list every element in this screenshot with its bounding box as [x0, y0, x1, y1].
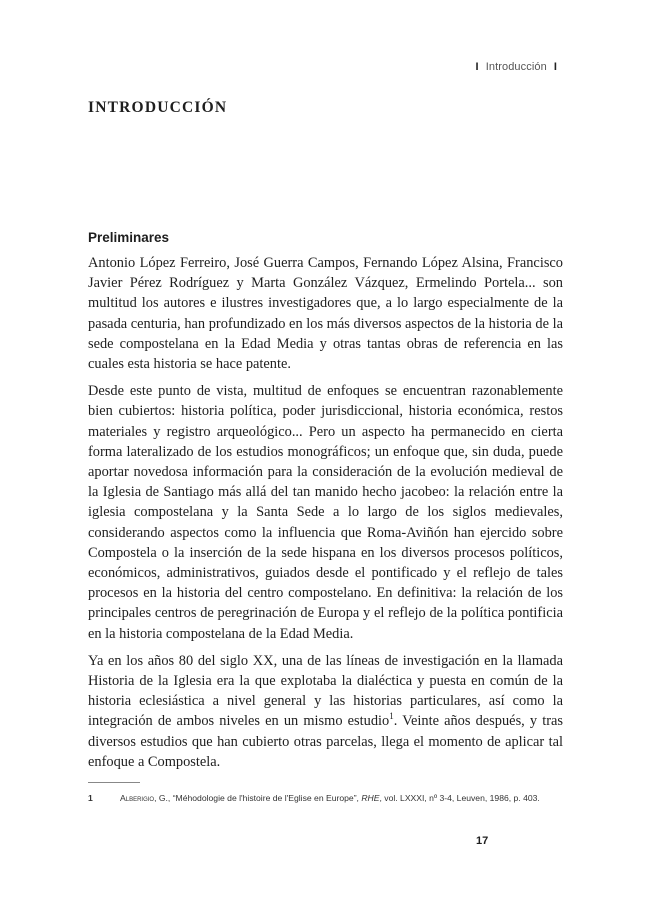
footnote-divider — [88, 782, 140, 783]
running-head-title: Introducción — [485, 61, 547, 73]
running-head — [469, 61, 564, 73]
footnote-number: 1 — [88, 793, 93, 803]
footnote-reference[interactable]: 1 — [389, 711, 394, 722]
paragraph-3-text-after-note: . Veinte años después, y tras diversos estudios que han cubierto otras parcelas, llega el momento de aplicar tal enfoque a Compostela. — [88, 713, 563, 770]
footnote-text-after-title: , vol. LXXXI, nº 3-4, Leuven, 1986, p. 403. — [379, 793, 540, 803]
chapter-title: INTRODUCCIÓN — [88, 99, 228, 116]
footnote-author: Alberigio, G. — [120, 793, 168, 803]
section-heading: Preliminares — [88, 230, 170, 245]
running-head-left-mark: I — [475, 61, 479, 73]
paragraph-3 — [88, 651, 563, 772]
running-head-right-mark: I — [553, 61, 557, 73]
paragraph-1: Antonio López Ferreiro, José Guerra Campos, Fernando López Alsina, Francisco Javier Pérez Rodríguez y Marta González Vázquez, Ermelindo Portela... son multitud los autores e ilustres investigadores que, a lo largo especialmente de la pasada centuria, han profundizado en los más diversos aspectos de la historia de la sede compostelana en la Edad Media y otras tantas obras de referencia en las cuales esta historia se hace patente. — [88, 255, 563, 373]
footnote — [88, 793, 563, 803]
footnote-journal: RHE — [361, 793, 380, 803]
footnote-text-before-title: , “Méhodologie de l'histoire de l'Eglise en Europe”, — [167, 793, 362, 803]
body-text — [88, 253, 563, 779]
paragraph-3-text-before-note: Ya en los años 80 del siglo XX, una de las líneas de investigación en la llamada Historia de la Iglesia era la que explotaba la dialéctica y puesta en común de la historia eclesiástica a nivel general y las historias particulares, así como la integración de ambos niveles en un mismo estudio — [88, 652, 563, 730]
paragraph-2: Desde este punto de vista, multitud de enfoques se encuentran razonablemente bien cubiertos: historia política, poder jurisdiccional, historia económica, restos materiales y registro arqueológico... Pero un aspecto ha permanecido en cierta forma lateralizado de los estudios monográficos; un enfoque que, sin duda, puede aportar novedosa información para la consideración de la evolución medieval de la Iglesia de Santiago más allá del tan manido hecho jacobeo: la relación entre la iglesia compostelana y la Santa Sede a lo largo de los siglos medievales, considerando aspectos como la influencia que Roma-Aviñón han ejercido sobre Compostela o la inserción de la sede hispana en los diversos procesos políticos, económicos, administrativos, guiados desde el pontificado y el reflejo de tales procesos en la historia del centro compostelano. En definitiva: la relación de los principales centros de peregrinación de Europa y el reflejo de la política pontificia en la historia compostelana de la Edad Media. — [88, 383, 563, 642]
page-number: 17 — [476, 835, 489, 847]
